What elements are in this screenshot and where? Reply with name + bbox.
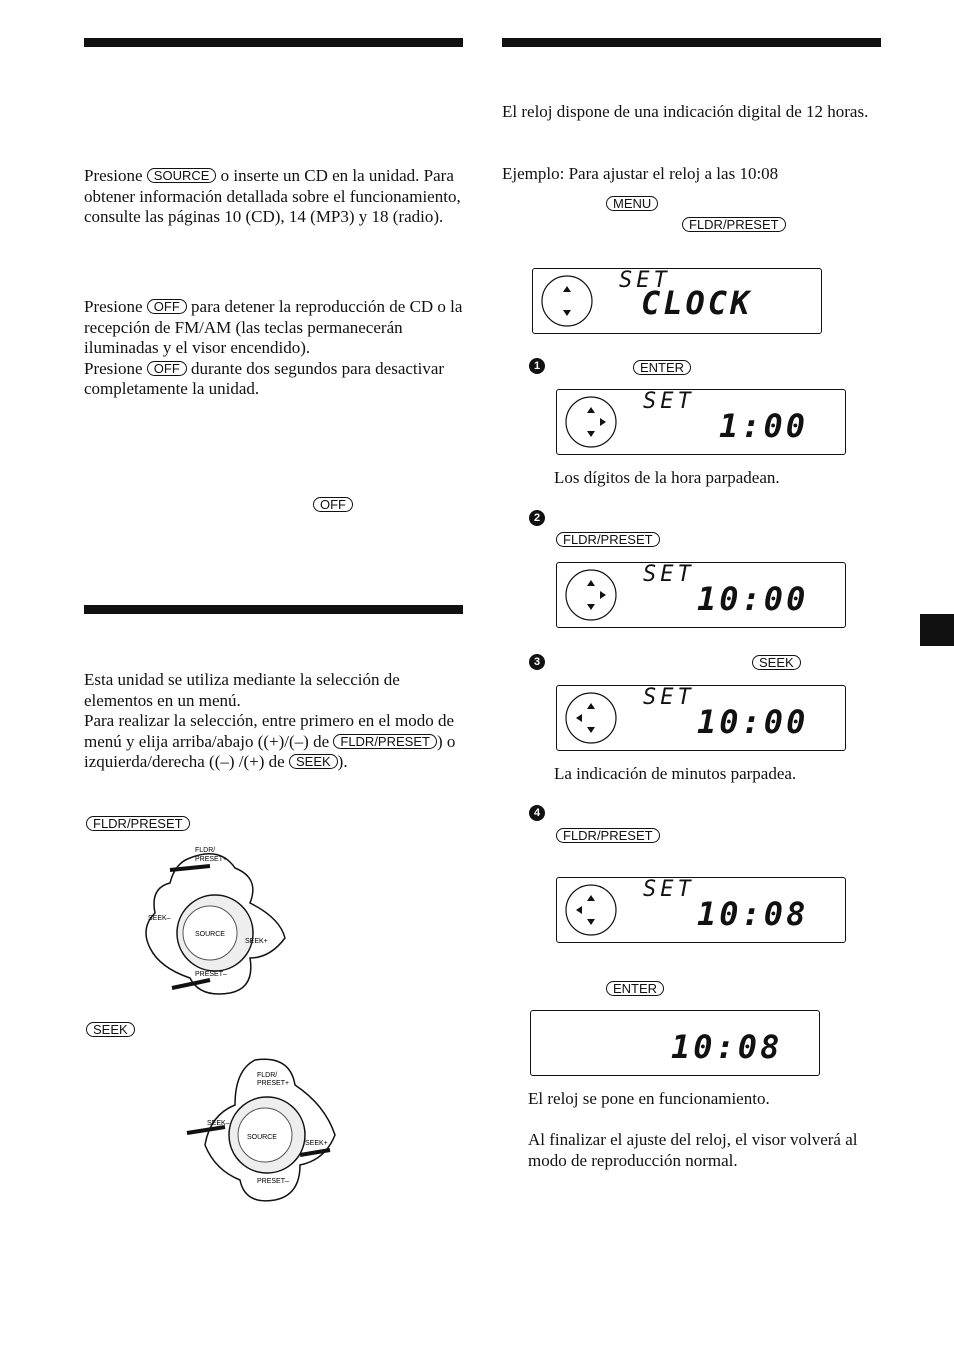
dial2-seek-plus-label: SEEK+ — [305, 1140, 328, 1147]
joystick-icon — [561, 688, 621, 748]
dial-preset-plus-label: PRESET+ — [195, 856, 228, 863]
arrow-right-icon — [300, 1150, 330, 1155]
lcd5-time: 10:08 — [671, 1028, 783, 1066]
dial-fldr-label: FLDR/ — [195, 847, 216, 854]
step1-note: Los dígitos de la hora parpadean. — [554, 468, 780, 487]
lcd-display-step4 — [556, 877, 846, 943]
step3-note: La indicación de minutos parpadea. — [554, 764, 797, 783]
off-key-2: OFF — [147, 361, 187, 376]
paragraph-menu-usage: Esta unidad se utiliza mediante la selección de elementos en un menú. Para realizar la selección, entre primero en el modo de menú y elija arriba/abajo ((+)/(–) de FLDR/PRESET ) o izquierda/derecha ((–) /(+) de SEEK ). — [84, 670, 456, 771]
dial-seek-minus-label: SEEK– — [148, 915, 171, 922]
joystick-icon — [561, 880, 621, 940]
paragraph-source: Presione SOURCE o inserte un CD en la unidad. Para obtener información detallada sobre el funcionamiento, consulte las páginas 10 (CD), 14 (MP3) y 18 (radio). — [84, 166, 461, 226]
lcd-display-set-clock — [532, 268, 822, 334]
lcd1-time: 1:00 — [719, 407, 809, 445]
paragraph-clock-example: Ejemplo: Para ajustar el reloj a las 10:08 — [502, 164, 779, 183]
fldr-preset-key-fig: FLDR/PRESET — [86, 816, 190, 831]
lcd1-top-text: SET — [643, 389, 695, 414]
step-number-4: 4 — [529, 805, 545, 821]
lcd2-time: 10:00 — [697, 580, 809, 618]
off-key: OFF — [147, 299, 187, 314]
joystick-icon — [537, 271, 597, 331]
seek-key-fig: SEEK — [86, 1022, 135, 1037]
dial-illustration-seek — [185, 1055, 365, 1205]
lcd4-top-text: SET — [643, 877, 695, 902]
fldr-preset-key-step4: FLDR/PRESET — [556, 828, 660, 843]
final-note-2: Al finalizar el ajuste del reloj, el visor volverá al modo de reproducción normal. — [528, 1130, 858, 1170]
step-number-1: 1 — [529, 358, 545, 374]
off-key-3: OFF — [313, 497, 353, 512]
arrow-left-icon — [187, 1127, 225, 1133]
dial2-preset-plus-label: PRESET+ — [257, 1080, 290, 1087]
section-rule-top-left — [84, 38, 463, 47]
joystick-icon — [561, 392, 621, 452]
lcd-display-step1 — [556, 389, 846, 455]
lcd-display-step3 — [556, 685, 846, 751]
dial2-source-label: SOURCE — [247, 1134, 277, 1141]
paragraph-clock-info: El reloj dispone de una indicación digital de 12 horas. — [502, 102, 869, 121]
arrow-up-icon — [170, 866, 210, 870]
source-key: SOURCE — [147, 168, 217, 183]
lcd-display-final — [530, 1010, 820, 1076]
lcd4-time: 10:08 — [697, 895, 809, 933]
step-number-2: 2 — [529, 510, 545, 526]
seek-key-step3: SEEK — [752, 655, 801, 670]
dial2-fldr-label: FLDR/ — [257, 1072, 278, 1079]
paragraph-off: Presione OFF para detener la reproducción de CD o la recepción de FM/AM (las teclas permanecerán iluminadas y el visor encendido). Presione OFF durante dos segundos para desactivar completamente la unidad. — [84, 297, 463, 398]
page-edge-tab — [920, 614, 954, 646]
final-note-1: El reloj se pone en funcionamiento. — [528, 1089, 770, 1108]
dial-source-label: SOURCE — [195, 931, 225, 938]
seek-key: SEEK — [289, 754, 338, 769]
dial2-preset-minus-label: PRESET– — [257, 1178, 289, 1185]
lcd3-time: 10:00 — [697, 703, 809, 741]
section-rule-top-right — [502, 38, 881, 47]
section-rule-mid-left — [84, 605, 463, 614]
fldr-preset-key: FLDR/PRESET — [333, 734, 437, 749]
dial-illustration-fldr — [140, 848, 320, 998]
step-number-3: 3 — [529, 654, 545, 670]
joystick-icon — [561, 565, 621, 625]
lcd2-top-text: SET — [643, 562, 695, 587]
fldr-preset-key-step2: FLDR/PRESET — [556, 532, 660, 547]
lcd3-top-text: SET — [643, 685, 695, 710]
lcd0-top-text: SET — [619, 268, 671, 293]
dial-seek-plus-label: SEEK+ — [245, 938, 268, 945]
lcd0-bottom-text: CLOCK — [641, 284, 753, 322]
lcd-display-step2 — [556, 562, 846, 628]
enter-key-step5: ENTER — [606, 981, 664, 996]
dial2-seek-minus-label: SEEK– — [207, 1120, 230, 1127]
fldr-preset-key-r1: FLDR/PRESET — [682, 217, 786, 232]
dial-preset-minus-label: PRESET– — [195, 971, 227, 978]
menu-key: MENU — [606, 196, 658, 211]
enter-key-step1: ENTER — [633, 360, 691, 375]
